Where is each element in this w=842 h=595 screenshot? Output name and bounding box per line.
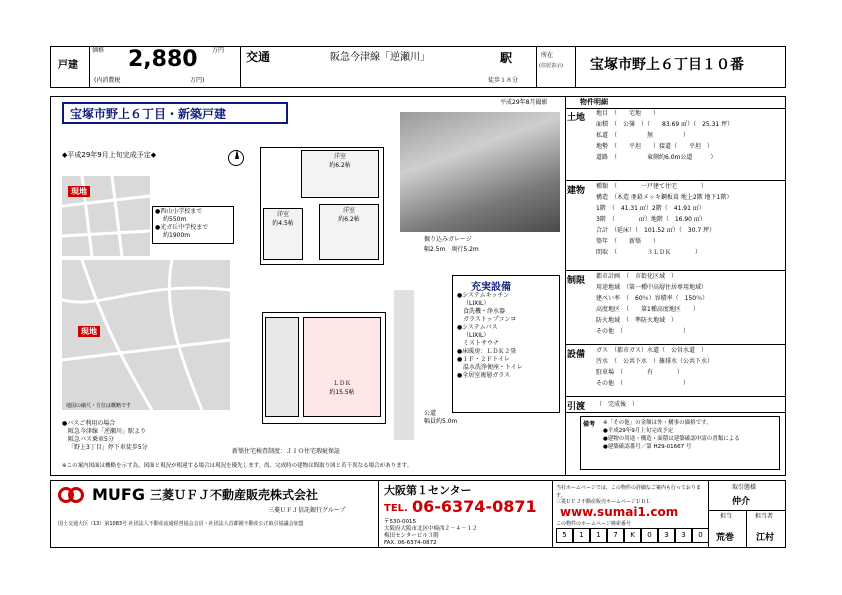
access-label: 交通 bbox=[246, 50, 271, 64]
land-row-4: 地勢 （ 平坦 ）接道（ 平坦 ） bbox=[596, 143, 714, 150]
bldg-row-1: 種類 （ 一戸建て住宅 ） bbox=[596, 183, 708, 190]
transfer-label: 引渡 bbox=[567, 402, 586, 412]
fac-row-1: ガス （都市ガス）水道（ 公営水道 ） bbox=[596, 347, 708, 354]
remarks-box bbox=[580, 416, 780, 470]
bus-line-3: 阪急バス乗車5分 bbox=[68, 436, 114, 443]
address-1: 大阪府大阪市北区中崎西２－４－１２ bbox=[384, 526, 478, 532]
title-text: 宝塚市野上６丁目・新築戸建 bbox=[70, 107, 227, 121]
bldg-row-6: 築年 （ 新築 ） bbox=[596, 238, 660, 245]
website-url[interactable]: www.sumai1.com bbox=[560, 505, 679, 519]
land-label: 土地 bbox=[567, 113, 586, 123]
road-label: 公道 幅員約5.0m bbox=[424, 410, 458, 425]
bldg-row-7: 間取 （ ３ＬＤＫ ） bbox=[596, 249, 702, 256]
land-row-5: 道路 （ 東側約6.0m公道 ） bbox=[596, 154, 717, 161]
equip-item-2: （LIXIL） bbox=[463, 300, 490, 307]
fax: FAX. 06-6374-0872 bbox=[384, 540, 437, 546]
completion-note: ◆平成29年9月上旬完成予定◆ bbox=[62, 151, 157, 159]
lower-floor-plan bbox=[262, 312, 386, 424]
bus-note bbox=[62, 420, 148, 452]
group-name: 三菱ＵＦＪ信託銀行グループ bbox=[268, 507, 346, 514]
bus-line-1: ●バスご利用の場合 bbox=[62, 420, 116, 427]
school-list bbox=[152, 206, 234, 244]
web-note: 当社ホームページでは、この物件の詳細なご案内も行っております。 bbox=[556, 485, 701, 499]
code-digit: 7 bbox=[607, 528, 624, 543]
equip-item-7: ミストサウナ bbox=[463, 340, 500, 347]
restr-row-5: 防火地域 （ 準防火地域 ） bbox=[596, 317, 678, 324]
ldk-room: ＬＤＫ 約15.5帖 bbox=[303, 317, 381, 417]
equip-item-3: 食洗機・浄水器 bbox=[463, 308, 506, 315]
web-label: 三菱ＵＦＪ不動産販売ホームページＵＲＬ bbox=[556, 499, 651, 505]
garage-note-2: 幅2.5m 奥行5.2m bbox=[424, 246, 479, 253]
land-row-3: 私道 （ 無 ） bbox=[596, 132, 690, 139]
inspection-note: 新築住宅検査制度：ＪＩＯ住宅瑕疵保証 bbox=[232, 448, 341, 455]
room-upper-2: 洋室 約4.5帖 bbox=[263, 208, 303, 260]
company-name: 三菱ＵＦＪ不動産販売株式会社 bbox=[150, 488, 319, 502]
postal: 〒530-0015 bbox=[384, 519, 416, 525]
code-digit: 5 bbox=[556, 528, 573, 543]
property-type: 戸建 bbox=[58, 60, 78, 71]
code-digit: 1 bbox=[573, 528, 590, 543]
remark-4: ●建築確認番号／第 H29-01667 号 bbox=[603, 444, 692, 450]
equip-item-11: ●全居室複層ガラス bbox=[457, 372, 511, 379]
equipment-title: 充実設備 bbox=[471, 282, 511, 293]
price-value: 2,880 bbox=[128, 47, 198, 72]
search-code bbox=[556, 528, 709, 542]
tax-unit: 万円) bbox=[190, 77, 205, 84]
address-2: 梅田センタービル３階 bbox=[384, 533, 439, 539]
disclaimer: ※この案内図面は概略を示す為、図面と現況が相違する場合は現況を優先します。尚、完成時の建物は間取り図と若干異なる場合があります。 bbox=[62, 463, 413, 469]
remark-1: ※「その他」の金額は外・構事の価格です。 bbox=[603, 420, 712, 426]
upper-floor-plan bbox=[260, 147, 384, 265]
address-label: 所在 bbox=[541, 52, 554, 59]
tel-label: TEL. bbox=[384, 503, 408, 514]
manager-1: 荒巻 bbox=[716, 533, 735, 543]
equip-item-4: ガラストップコンロ bbox=[463, 316, 517, 323]
bath-room bbox=[265, 317, 299, 417]
deal-value: 仲介 bbox=[732, 497, 751, 507]
code-digit: 3 bbox=[675, 528, 692, 543]
restriction-label: 制限 bbox=[567, 276, 586, 286]
bus-line-4: 「野上3丁目」停下車徒歩5分 bbox=[68, 444, 148, 451]
brand-name: MUFG bbox=[92, 485, 145, 504]
remark-3: ●建物の用途・構造・面積は建築確認申請の書類による bbox=[603, 436, 740, 442]
line-station: 阪急今津線「逆瀬川」 bbox=[330, 52, 430, 63]
equip-item-9: ●１Ｆ・２Ｆトイレ bbox=[457, 356, 510, 363]
fac-row-3: 駐車場 （ 有 ） bbox=[596, 369, 684, 376]
remarks-label: 備考 bbox=[583, 421, 596, 428]
fac-row-2: 汚水 （ 公共下水 ）雑排水（公共下水） bbox=[596, 358, 714, 365]
price-label: 価格 bbox=[92, 47, 105, 54]
site-marker: 現地 bbox=[68, 186, 90, 197]
transfer-value: （ 完成後 ） bbox=[596, 401, 639, 408]
station-suffix: 駅 bbox=[500, 51, 513, 65]
code-digit: K bbox=[624, 528, 641, 543]
remark-2: ●平成29年9月上旬完成予定 bbox=[603, 428, 674, 434]
code-digit: 0 bbox=[692, 528, 709, 543]
deal-label: 取引態様 bbox=[732, 484, 757, 491]
equip-item-10: 温水洗浄便座・トイレ bbox=[463, 364, 523, 371]
tax-note: (内消費税 bbox=[94, 77, 121, 84]
bldg-row-5: 合計 （延床）（ 101.52 ㎡）（ 30.7 坪） bbox=[596, 227, 716, 234]
restr-row-6: その他 （ ） bbox=[596, 328, 690, 335]
code-label: この物件のホームページ検索番号 bbox=[556, 521, 631, 527]
license-info: 国土交通大臣（13）第1083号 社団法人不動産流通経営協会会員・社団法人首都圏不動産公正取引協議会加盟 bbox=[58, 521, 304, 527]
road-strip bbox=[394, 290, 414, 440]
land-row-2: 面積 （ 公簿 ）（ 83.69 ㎡）（ 25.31 坪） bbox=[596, 121, 734, 128]
walk-time: 徒歩１８分 bbox=[488, 77, 519, 84]
restr-row-2: 用途地域 （第一種中高層住居専用地域） bbox=[596, 284, 708, 291]
restr-row-1: 都市計画 （ 市街化区域 ） bbox=[596, 273, 678, 280]
restr-row-4: 高度地区 （ 第1種高度地区 ） bbox=[596, 306, 699, 313]
photo-date: 平成29年8月撮影 bbox=[500, 99, 548, 106]
fac-row-4: その他 （ ） bbox=[596, 380, 690, 387]
equip-item-1: ●システムキッチン bbox=[457, 292, 510, 299]
room-upper-3: 洋室 約6.2帖 bbox=[319, 204, 379, 260]
facility-label: 設備 bbox=[567, 350, 586, 360]
mufg-logo-icon bbox=[58, 487, 86, 507]
school-line-2: 約550m bbox=[163, 216, 187, 223]
site-marker-2: 現地 bbox=[78, 326, 100, 337]
staff-label: 担当 bbox=[720, 513, 733, 520]
bldg-row-2: 構造 （木造 亜鉛メッキ鋼板葺 地上2階 地下1階） bbox=[596, 194, 733, 201]
title-banner bbox=[62, 102, 288, 124]
address-sub: (住居表示) bbox=[539, 63, 563, 69]
exterior-photo bbox=[400, 112, 560, 232]
room-upper-1: 洋室 約6.2帖 bbox=[301, 150, 379, 198]
address-value: 宝塚市野上６丁目１０番 bbox=[590, 57, 744, 73]
bldg-row-4: 3階 （ ㎡）地階（ 16.90 ㎡） bbox=[596, 216, 706, 223]
price-unit: 万円 bbox=[212, 47, 225, 54]
center-name: 大阪第１センター bbox=[384, 484, 472, 497]
code-digit: 0 bbox=[641, 528, 658, 543]
manager-label: 担当者 bbox=[755, 513, 774, 520]
garage-note-1: 掘り込みガレージ bbox=[424, 236, 472, 243]
tel-number[interactable]: 06-6374-0871 bbox=[412, 497, 537, 516]
north-arrow-icon bbox=[228, 150, 244, 166]
bus-line-2: 阪急今津線「逆瀬川」駅より bbox=[68, 428, 147, 435]
equipment-box bbox=[452, 275, 560, 413]
map-caption: 地図の縮尺・方位は概略です bbox=[66, 403, 132, 409]
manager-2: 江村 bbox=[756, 533, 775, 543]
restr-row-3: 建ぺい率 （ 60％）容積率（ 150％） bbox=[596, 295, 709, 302]
equip-item-5: ●システムバス bbox=[457, 324, 498, 331]
building-label: 建物 bbox=[567, 186, 586, 196]
bldg-row-3: 1階 （ 41.31 ㎡）2階（ 41.91 ㎡） bbox=[596, 205, 705, 212]
equip-item-6: （LIXIL） bbox=[463, 332, 490, 339]
school-line-1: ●西山小学校まで bbox=[155, 208, 203, 215]
spec-title: 物件明細 bbox=[580, 98, 608, 106]
equip-item-8: ●床暖房：ＬＤＫ２畳 bbox=[457, 348, 517, 355]
code-digit: 1 bbox=[590, 528, 607, 543]
school-line-3: ●光ガ丘中学校まで bbox=[155, 224, 209, 231]
land-row-1: 地目 （ 宅地 ） bbox=[596, 110, 660, 117]
code-digit: 3 bbox=[658, 528, 675, 543]
school-line-4: 約1900m bbox=[163, 232, 191, 239]
